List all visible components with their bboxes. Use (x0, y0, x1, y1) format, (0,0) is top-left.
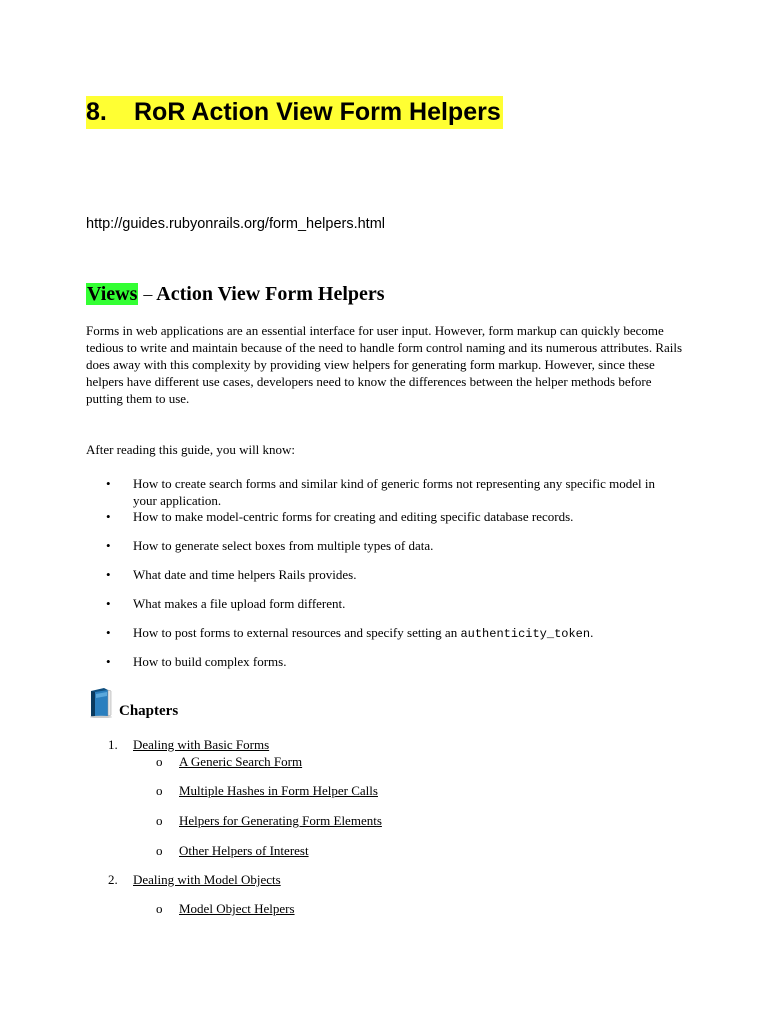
section-link[interactable]: Helpers for Generating Form Elements (179, 813, 382, 828)
section-link[interactable]: Other Helpers of Interest (179, 843, 309, 858)
after-reading-text: After reading this guide, you will know: (86, 442, 296, 457)
list-item-text: How to post forms to external resources and specify setting an (133, 625, 461, 640)
list-item (106, 537, 673, 554)
section-link[interactable]: A Generic Search Form (179, 754, 303, 769)
views-highlight: Views (87, 283, 138, 305)
heading-number: 8. (86, 98, 107, 126)
sub-bullet-icon: o (156, 843, 163, 858)
bullet-icon: • (106, 654, 111, 669)
list-item (106, 508, 673, 525)
section-heading-text: Action View Form Helpers (156, 283, 385, 305)
inline-code: authenticity_token (460, 627, 591, 641)
sub-bullet-icon: o (156, 783, 163, 798)
bullet-icon: • (106, 538, 111, 553)
list-item (106, 595, 673, 612)
list-item-text: How to create search forms and similar kind of generic forms not representing any specific model in your application. (133, 476, 655, 508)
section-link[interactable]: Model Object Helpers (179, 901, 295, 916)
list-item (106, 566, 673, 583)
section-link[interactable]: Multiple Hashes in Form Helper Calls (179, 783, 378, 798)
bullet-icon: • (106, 476, 111, 491)
list-item-text: What makes a file upload form different. (133, 596, 346, 611)
list-item-text: How to make model-centric forms for creating and editing specific database records. (133, 509, 574, 524)
list-item-text: How to build complex forms. (133, 654, 287, 669)
chapter-link[interactable]: Dealing with Model Objects (133, 872, 281, 887)
chapters-heading: Chapters (119, 703, 179, 719)
book-icon (88, 686, 114, 718)
page-title (86, 96, 503, 129)
list-item-text: How to generate select boxes from multiple types of data. (133, 538, 434, 553)
section-heading (86, 281, 385, 307)
heading-title: RoR Action View Form Helpers (134, 98, 501, 126)
list-item (106, 624, 673, 643)
source-url: http://guides.rubyonrails.org/form_helpers.html (86, 216, 386, 232)
list-item (106, 475, 673, 509)
bullet-icon: • (106, 596, 111, 611)
list-item (106, 653, 673, 670)
bullet-icon: • (106, 567, 111, 582)
bullet-icon: • (106, 625, 111, 640)
bullet-icon: • (106, 509, 111, 524)
list-item-suffix: . (590, 625, 594, 640)
heading-dash: – (143, 284, 153, 304)
chapter-link[interactable]: Dealing with Basic Forms (133, 737, 270, 752)
list-item-text: What date and time helpers Rails provides. (133, 567, 357, 582)
sub-bullet-icon: o (156, 754, 163, 769)
intro-paragraph: Forms in web applications are an essential interface for user input. However, form markup can quickly become tedious to write and maintain because of the need to handle form control naming and its numerous attributes. Rails does away with this complexity by providing view helpers for generating form markup. However, since these helpers have different use cases, developers need to know the differences between the helper methods before putting them to use. (86, 323, 683, 406)
chapter-number: 2. (108, 872, 118, 887)
chapter-number: 1. (108, 737, 118, 752)
sub-bullet-icon: o (156, 901, 163, 916)
sub-bullet-icon: o (156, 813, 163, 828)
